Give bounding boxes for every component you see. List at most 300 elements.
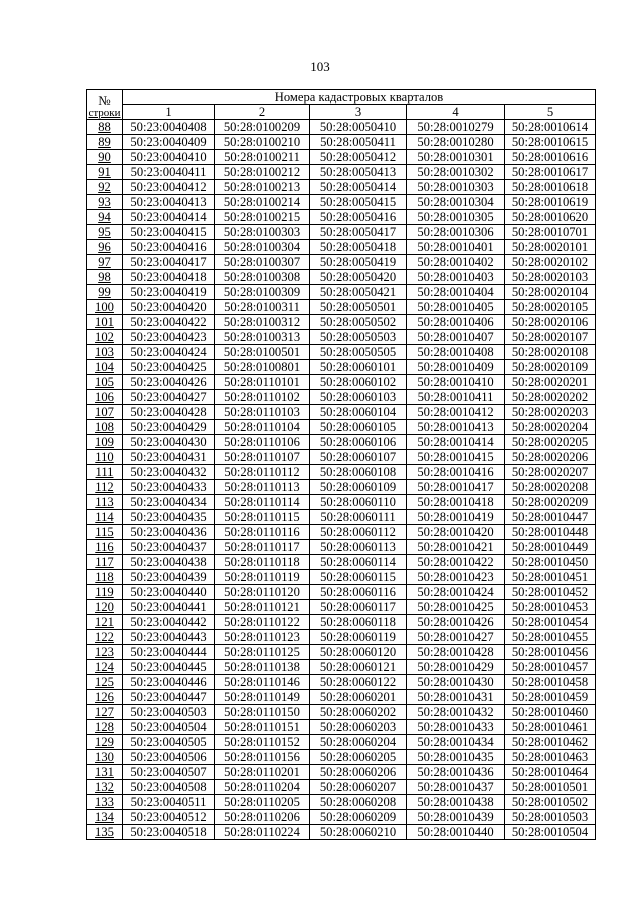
cadastral-quarter-cell: 50:28:0010615 [505, 135, 596, 150]
cadastral-quarter-cell: 50:28:0010458 [505, 675, 596, 690]
table-row [87, 165, 596, 180]
cadastral-quarter-cell: 50:28:0110115 [215, 510, 310, 525]
cadastral-quarter-cell: 50:28:0010416 [407, 465, 505, 480]
table-row [87, 465, 596, 480]
cadastral-quarter-cell: 50:28:0020202 [505, 390, 596, 405]
row-number-cell: 115 [87, 525, 123, 540]
cadastral-quarter-cell: 50:28:0100311 [215, 300, 310, 315]
cadastral-quarter-cell: 50:23:0040428 [123, 405, 215, 420]
table-row [87, 345, 596, 360]
cadastral-quarter-cell: 50:28:0060209 [310, 810, 407, 825]
cadastral-quarter-cell: 50:28:0010619 [505, 195, 596, 210]
cadastral-quarter-cell: 50:28:0060206 [310, 765, 407, 780]
row-number-cell: 110 [87, 450, 123, 465]
cadastral-quarter-cell: 50:28:0100209 [215, 120, 310, 135]
cadastral-quarter-cell: 50:28:0060110 [310, 495, 407, 510]
row-number-cell: 131 [87, 765, 123, 780]
cadastral-quarter-cell: 50:23:0040442 [123, 615, 215, 630]
cadastral-quarter-cell: 50:28:0010464 [505, 765, 596, 780]
row-number-cell: 95 [87, 225, 123, 240]
table-row [87, 300, 596, 315]
cadastral-quarter-cell: 50:28:0110104 [215, 420, 310, 435]
cadastral-quarter-cell: 50:28:0010418 [407, 495, 505, 510]
cadastral-quarter-cell: 50:28:0010456 [505, 645, 596, 660]
table-row [87, 780, 596, 795]
cadastral-quarter-cell: 50:28:0060108 [310, 465, 407, 480]
table-row [87, 810, 596, 825]
cadastral-quarter-cell: 50:23:0040429 [123, 420, 215, 435]
cadastral-quarter-cell: 50:28:0010453 [505, 600, 596, 615]
row-number-cell: 122 [87, 630, 123, 645]
cadastral-quarter-cell: 50:23:0040409 [123, 135, 215, 150]
cadastral-quarter-cell: 50:28:0010454 [505, 615, 596, 630]
table-row [87, 720, 596, 735]
cadastral-quarter-cell: 50:28:0010701 [505, 225, 596, 240]
page-number: 103 [310, 59, 330, 74]
cadastral-quarter-cell: 50:28:0010423 [407, 570, 505, 585]
cadastral-quarter-cell: 50:28:0110152 [215, 735, 310, 750]
cadastral-quarter-cell: 50:28:0110113 [215, 480, 310, 495]
cadastral-quarter-cell: 50:28:0100213 [215, 180, 310, 195]
cadastral-quarter-cell: 50:28:0100214 [215, 195, 310, 210]
cadastral-quarter-cell: 50:28:0110117 [215, 540, 310, 555]
table-row [87, 225, 596, 240]
cadastral-quarter-cell: 50:28:0060112 [310, 525, 407, 540]
cadastral-quarter-cell: 50:28:0010455 [505, 630, 596, 645]
table-row [87, 270, 596, 285]
cadastral-quarter-cell: 50:28:0050420 [310, 270, 407, 285]
cadastral-quarter-cell: 50:28:0020102 [505, 255, 596, 270]
cadastral-quarter-cell: 50:28:0110206 [215, 810, 310, 825]
cadastral-quarter-cell: 50:28:0020103 [505, 270, 596, 285]
cadastral-quarter-cell: 50:28:0010617 [505, 165, 596, 180]
table-row [87, 420, 596, 435]
cadastral-quarter-cell: 50:28:0010437 [407, 780, 505, 795]
cadastral-quarter-cell: 50:28:0010502 [505, 795, 596, 810]
cadastral-quarter-cell: 50:28:0050505 [310, 345, 407, 360]
cadastral-quarter-cell: 50:28:0110138 [215, 660, 310, 675]
cadastral-quarter-cell: 50:23:0040417 [123, 255, 215, 270]
cadastral-quarter-cell: 50:23:0040438 [123, 555, 215, 570]
table-row [87, 390, 596, 405]
cadastral-quarter-cell: 50:28:0010305 [407, 210, 505, 225]
table-row [87, 735, 596, 750]
cadastral-quarter-cell: 50:28:0010417 [407, 480, 505, 495]
cadastral-quarter-cell: 50:28:0010616 [505, 150, 596, 165]
cadastral-quarter-cell: 50:28:0060118 [310, 615, 407, 630]
cadastral-quarter-cell: 50:28:0010428 [407, 645, 505, 660]
table-row [87, 180, 596, 195]
row-number-cell: 121 [87, 615, 123, 630]
column-number-header: 3 [310, 105, 407, 120]
cadastral-quarter-cell: 50:28:0010462 [505, 735, 596, 750]
cadastral-quarter-cell: 50:28:0010409 [407, 360, 505, 375]
cadastral-quarter-cell: 50:28:0050419 [310, 255, 407, 270]
cadastral-quarter-cell: 50:28:0100312 [215, 315, 310, 330]
table-row [87, 480, 596, 495]
cadastral-quarter-cell: 50:28:0110204 [215, 780, 310, 795]
cadastral-quarter-cell: 50:23:0040446 [123, 675, 215, 690]
cadastral-quarter-cell: 50:28:0110146 [215, 675, 310, 690]
cadastral-quarter-cell: 50:28:0060202 [310, 705, 407, 720]
row-number-cell: 105 [87, 375, 123, 390]
cadastral-quarter-cell: 50:28:0010425 [407, 600, 505, 615]
cadastral-quarter-cell: 50:23:0040420 [123, 300, 215, 315]
cadastral-quarter-cell: 50:28:0020101 [505, 240, 596, 255]
cadastral-quarter-cell: 50:23:0040433 [123, 480, 215, 495]
cadastral-quarter-cell: 50:28:0110114 [215, 495, 310, 510]
row-number-cell: 135 [87, 825, 123, 840]
row-number-cell: 130 [87, 750, 123, 765]
row-number-cell: 104 [87, 360, 123, 375]
table-row [87, 555, 596, 570]
cadastral-quarter-cell: 50:28:0010421 [407, 540, 505, 555]
cadastral-quarters-table [86, 89, 596, 840]
cadastral-quarter-cell: 50:28:0100501 [215, 345, 310, 360]
row-number-cell: 99 [87, 285, 123, 300]
cadastral-quarter-cell: 50:28:0020105 [505, 300, 596, 315]
cadastral-quarter-cell: 50:23:0040426 [123, 375, 215, 390]
table-row [87, 450, 596, 465]
cadastral-quarter-cell: 50:28:0010424 [407, 585, 505, 600]
cadastral-quarter-cell: 50:28:0060116 [310, 585, 407, 600]
table-row [87, 255, 596, 270]
cadastral-quarter-cell: 50:23:0040518 [123, 825, 215, 840]
cadastral-quarter-cell: 50:28:0010306 [407, 225, 505, 240]
header-row-group [87, 90, 596, 105]
cadastral-quarter-cell: 50:23:0040432 [123, 465, 215, 480]
cadastral-quarter-cell: 50:23:0040422 [123, 315, 215, 330]
cadastral-quarter-cell: 50:28:0010404 [407, 285, 505, 300]
cadastral-quarter-cell: 50:23:0040508 [123, 780, 215, 795]
table-row [87, 435, 596, 450]
cadastral-quarter-cell: 50:28:0020109 [505, 360, 596, 375]
row-number-cell: 116 [87, 540, 123, 555]
cadastral-quarter-cell: 50:23:0040430 [123, 435, 215, 450]
cadastral-quarter-cell: 50:28:0020207 [505, 465, 596, 480]
table-row [87, 240, 596, 255]
cadastral-quarter-cell: 50:28:0010410 [407, 375, 505, 390]
row-number-cell: 134 [87, 810, 123, 825]
cadastral-quarter-cell: 50:28:0010618 [505, 180, 596, 195]
cadastral-quarter-cell: 50:23:0040503 [123, 705, 215, 720]
cadastral-quarter-cell: 50:28:0110118 [215, 555, 310, 570]
table-header [87, 90, 596, 120]
cadastral-quarter-cell: 50:23:0040431 [123, 450, 215, 465]
cadastral-quarter-cell: 50:28:0050416 [310, 210, 407, 225]
table-row [87, 630, 596, 645]
cadastral-quarter-cell: 50:23:0040412 [123, 180, 215, 195]
cadastral-quarter-cell: 50:28:0110123 [215, 630, 310, 645]
row-number-cell: 100 [87, 300, 123, 315]
table-row [87, 150, 596, 165]
cadastral-quarter-cell: 50:28:0010448 [505, 525, 596, 540]
cadastral-quarter-cell: 50:23:0040408 [123, 120, 215, 135]
cadastral-quarter-cell: 50:28:0010414 [407, 435, 505, 450]
cadastral-quarter-cell: 50:28:0110156 [215, 750, 310, 765]
cadastral-quarter-cell: 50:28:0100215 [215, 210, 310, 225]
row-number-cell: 92 [87, 180, 123, 195]
cadastral-quarter-cell: 50:28:0010620 [505, 210, 596, 225]
cadastral-quarter-cell: 50:28:0050410 [310, 120, 407, 135]
row-number-cell: 102 [87, 330, 123, 345]
cadastral-quarter-cell: 50:28:0010461 [505, 720, 596, 735]
cadastral-quarter-cell: 50:28:0060205 [310, 750, 407, 765]
cadastral-quarter-cell: 50:23:0040427 [123, 390, 215, 405]
cadastral-quarter-cell: 50:28:0010415 [407, 450, 505, 465]
cadastral-quarter-cell: 50:28:0050417 [310, 225, 407, 240]
table-row [87, 375, 596, 390]
table-row [87, 675, 596, 690]
table-row [87, 540, 596, 555]
row-number-cell: 89 [87, 135, 123, 150]
table-row [87, 510, 596, 525]
cadastral-quarter-cell: 50:28:0110102 [215, 390, 310, 405]
cadastral-quarter-cell: 50:28:0010440 [407, 825, 505, 840]
cadastral-quarter-cell: 50:28:0010408 [407, 345, 505, 360]
cadastral-quarter-cell: 50:28:0010434 [407, 735, 505, 750]
table-row [87, 585, 596, 600]
cadastral-quarter-cell: 50:28:0060105 [310, 420, 407, 435]
table-row [87, 600, 596, 615]
cadastral-quarter-cell: 50:28:0020108 [505, 345, 596, 360]
cadastral-quarter-cell: 50:28:0010438 [407, 795, 505, 810]
row-number-cell: 107 [87, 405, 123, 420]
table-row [87, 405, 596, 420]
cadastral-quarter-cell: 50:28:0060115 [310, 570, 407, 585]
cadastral-quarter-cell: 50:28:0060204 [310, 735, 407, 750]
row-number-word: строки [88, 108, 121, 119]
cadastral-quarters-group-header: Номера кадастровых кварталов [123, 90, 596, 105]
table-row [87, 360, 596, 375]
cadastral-quarter-cell: 50:28:0010280 [407, 135, 505, 150]
table-row [87, 120, 596, 135]
cadastral-quarter-cell: 50:28:0050418 [310, 240, 407, 255]
cadastral-quarter-cell: 50:23:0040416 [123, 240, 215, 255]
row-number-cell: 112 [87, 480, 123, 495]
row-number-cell: 124 [87, 660, 123, 675]
cadastral-quarter-cell: 50:28:0100307 [215, 255, 310, 270]
cadastral-quarter-cell: 50:28:0110122 [215, 615, 310, 630]
cadastral-quarter-cell: 50:28:0010419 [407, 510, 505, 525]
row-number-cell: 123 [87, 645, 123, 660]
cadastral-quarter-cell: 50:28:0110224 [215, 825, 310, 840]
cadastral-quarter-cell: 50:23:0040435 [123, 510, 215, 525]
row-number-cell: 97 [87, 255, 123, 270]
cadastral-quarter-cell: 50:28:0010304 [407, 195, 505, 210]
cadastral-quarter-cell: 50:23:0040419 [123, 285, 215, 300]
table-row [87, 285, 596, 300]
cadastral-quarter-cell: 50:28:0010451 [505, 570, 596, 585]
cadastral-quarter-cell: 50:28:0010449 [505, 540, 596, 555]
cadastral-quarter-cell: 50:28:0110201 [215, 765, 310, 780]
cadastral-quarter-cell: 50:23:0040418 [123, 270, 215, 285]
table-row [87, 525, 596, 540]
cadastral-quarter-cell: 50:28:0060119 [310, 630, 407, 645]
cadastral-quarter-cell: 50:23:0040447 [123, 690, 215, 705]
row-number-cell: 103 [87, 345, 123, 360]
cadastral-quarter-cell: 50:28:0020205 [505, 435, 596, 450]
row-number-cell: 113 [87, 495, 123, 510]
cadastral-quarter-cell: 50:28:0100303 [215, 225, 310, 240]
cadastral-quarter-cell: 50:28:0010402 [407, 255, 505, 270]
row-number-cell: 93 [87, 195, 123, 210]
cadastral-quarter-cell: 50:23:0040410 [123, 150, 215, 165]
cadastral-quarter-cell: 50:23:0040443 [123, 630, 215, 645]
cadastral-quarter-cell: 50:28:0060208 [310, 795, 407, 810]
cadastral-quarter-cell: 50:28:0110119 [215, 570, 310, 585]
cadastral-quarter-cell: 50:28:0060207 [310, 780, 407, 795]
row-number-cell: 94 [87, 210, 123, 225]
cadastral-quarter-cell: 50:28:0060203 [310, 720, 407, 735]
cadastral-quarter-cell: 50:28:0010403 [407, 270, 505, 285]
cadastral-quarter-cell: 50:28:0100801 [215, 360, 310, 375]
table-row [87, 660, 596, 675]
cadastral-quarter-cell: 50:28:0110125 [215, 645, 310, 660]
cadastral-quarter-cell: 50:28:0010302 [407, 165, 505, 180]
cadastral-quarter-cell: 50:23:0040425 [123, 360, 215, 375]
cadastral-quarter-cell: 50:28:0020107 [505, 330, 596, 345]
table-row [87, 330, 596, 345]
row-number-cell: 106 [87, 390, 123, 405]
cadastral-quarter-cell: 50:28:0110112 [215, 465, 310, 480]
cadastral-quarter-cell: 50:28:0060104 [310, 405, 407, 420]
cadastral-quarter-cell: 50:28:0010436 [407, 765, 505, 780]
cadastral-quarter-cell: 50:28:0010503 [505, 810, 596, 825]
table-row [87, 795, 596, 810]
cadastral-quarter-cell: 50:28:0100304 [215, 240, 310, 255]
cadastral-quarter-cell: 50:28:0010303 [407, 180, 505, 195]
cadastral-quarter-cell: 50:28:0020208 [505, 480, 596, 495]
table-body [87, 120, 596, 840]
cadastral-quarter-cell: 50:28:0010406 [407, 315, 505, 330]
cadastral-quarter-cell: 50:28:0050501 [310, 300, 407, 315]
row-number-cell: 114 [87, 510, 123, 525]
cadastral-quarter-cell: 50:23:0040507 [123, 765, 215, 780]
cadastral-quarter-cell: 50:28:0020206 [505, 450, 596, 465]
cadastral-quarter-cell: 50:28:0060101 [310, 360, 407, 375]
row-number-cell: 118 [87, 570, 123, 585]
cadastral-quarter-cell: 50:23:0040511 [123, 795, 215, 810]
column-number-header: 4 [407, 105, 505, 120]
cadastral-quarter-cell: 50:28:0010422 [407, 555, 505, 570]
cadastral-quarter-cell: 50:28:0010432 [407, 705, 505, 720]
table-row [87, 495, 596, 510]
row-number-cell: 101 [87, 315, 123, 330]
cadastral-quarter-cell: 50:23:0040444 [123, 645, 215, 660]
cadastral-quarter-cell: 50:28:0060114 [310, 555, 407, 570]
row-number-header [87, 90, 123, 120]
cadastral-quarter-cell: 50:28:0110205 [215, 795, 310, 810]
cadastral-quarter-cell: 50:23:0040424 [123, 345, 215, 360]
cadastral-quarter-cell: 50:28:0110121 [215, 600, 310, 615]
cadastral-quarter-cell: 50:28:0010460 [505, 705, 596, 720]
cadastral-quarter-cell: 50:28:0010504 [505, 825, 596, 840]
row-number-cell: 91 [87, 165, 123, 180]
cadastral-quarter-cell: 50:28:0110151 [215, 720, 310, 735]
cadastral-quarter-cell: 50:28:0020209 [505, 495, 596, 510]
table-row [87, 705, 596, 720]
cadastral-quarter-cell: 50:28:0110120 [215, 585, 310, 600]
cadastral-quarter-cell: 50:28:0110150 [215, 705, 310, 720]
cadastral-quarter-cell: 50:28:0060109 [310, 480, 407, 495]
cadastral-quarter-cell: 50:23:0040434 [123, 495, 215, 510]
cadastral-quarter-cell: 50:23:0040445 [123, 660, 215, 675]
cadastral-quarter-cell: 50:28:0010433 [407, 720, 505, 735]
table-row [87, 195, 596, 210]
cadastral-quarter-cell: 50:28:0010407 [407, 330, 505, 345]
cadastral-quarter-cell: 50:28:0010435 [407, 750, 505, 765]
cadastral-quarter-cell: 50:28:0060103 [310, 390, 407, 405]
cadastral-quarter-cell: 50:23:0040414 [123, 210, 215, 225]
cadastral-quarter-cell: 50:23:0040439 [123, 570, 215, 585]
cadastral-quarter-cell: 50:28:0010411 [407, 390, 505, 405]
cadastral-quarter-cell: 50:28:0100212 [215, 165, 310, 180]
table-row [87, 315, 596, 330]
cadastral-quarter-cell: 50:23:0040413 [123, 195, 215, 210]
cadastral-quarter-cell: 50:28:0110103 [215, 405, 310, 420]
cadastral-quarter-cell: 50:23:0040423 [123, 330, 215, 345]
table-row [87, 135, 596, 150]
cadastral-quarter-cell: 50:28:0060210 [310, 825, 407, 840]
cadastral-quarter-cell: 50:28:0010463 [505, 750, 596, 765]
row-number-cell: 129 [87, 735, 123, 750]
table-row [87, 765, 596, 780]
cadastral-quarter-cell: 50:28:0010429 [407, 660, 505, 675]
cadastral-quarter-cell: 50:28:0010430 [407, 675, 505, 690]
table-row [87, 825, 596, 840]
cadastral-quarter-cell: 50:28:0110107 [215, 450, 310, 465]
cadastral-quarter-cell: 50:28:0020201 [505, 375, 596, 390]
cadastral-quarter-cell: 50:23:0040411 [123, 165, 215, 180]
cadastral-quarter-cell: 50:28:0050413 [310, 165, 407, 180]
table-row [87, 750, 596, 765]
cadastral-quarter-cell: 50:28:0010427 [407, 630, 505, 645]
cadastral-quarter-cell: 50:28:0060120 [310, 645, 407, 660]
cadastral-quarter-cell: 50:28:0060102 [310, 375, 407, 390]
cadastral-quarter-cell: 50:28:0060122 [310, 675, 407, 690]
cadastral-quarter-cell: 50:23:0040440 [123, 585, 215, 600]
cadastral-quarter-cell: 50:28:0110101 [215, 375, 310, 390]
cadastral-quarter-cell: 50:28:0010614 [505, 120, 596, 135]
row-number-cell: 117 [87, 555, 123, 570]
row-number-cell: 98 [87, 270, 123, 285]
cadastral-quarter-cell: 50:23:0040415 [123, 225, 215, 240]
cadastral-quarter-cell: 50:28:0060106 [310, 435, 407, 450]
cadastral-quarter-cell: 50:28:0010431 [407, 690, 505, 705]
cadastral-quarter-cell: 50:28:0100308 [215, 270, 310, 285]
cadastral-quarter-cell: 50:28:0060111 [310, 510, 407, 525]
cadastral-quarter-cell: 50:28:0050412 [310, 150, 407, 165]
cadastral-quarter-cell: 50:28:0060121 [310, 660, 407, 675]
cadastral-quarter-cell: 50:28:0010301 [407, 150, 505, 165]
cadastral-quarter-cell: 50:28:0010405 [407, 300, 505, 315]
column-number-header: 1 [123, 105, 215, 120]
cadastral-quarter-cell: 50:28:0110149 [215, 690, 310, 705]
cadastral-quarter-cell: 50:28:0010450 [505, 555, 596, 570]
cadastral-quarter-cell: 50:23:0040504 [123, 720, 215, 735]
cadastral-quarter-cell: 50:28:0110106 [215, 435, 310, 450]
cadastral-quarter-cell: 50:28:0110116 [215, 525, 310, 540]
row-number-cell: 120 [87, 600, 123, 615]
cadastral-quarter-cell: 50:28:0050415 [310, 195, 407, 210]
table-row [87, 690, 596, 705]
table-row [87, 210, 596, 225]
cadastral-quarter-cell: 50:28:0010413 [407, 420, 505, 435]
column-number-header: 2 [215, 105, 310, 120]
header-row-columns [87, 105, 596, 120]
cadastral-quarter-cell: 50:28:0010401 [407, 240, 505, 255]
